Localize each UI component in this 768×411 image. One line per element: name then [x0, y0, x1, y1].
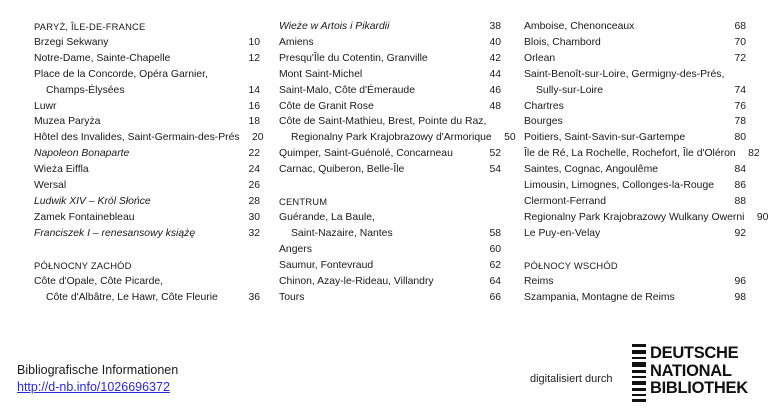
toc-entry-title: Bourges	[524, 116, 563, 128]
toc-entry-title: PÓŁNOCY WSCHÓD	[524, 259, 618, 271]
toc-entry	[524, 83, 746, 99]
toc-entry	[524, 19, 746, 35]
toc-entry-title: Saint-Nazaire, Nantes	[291, 227, 393, 239]
toc-entry-page: 38	[489, 21, 501, 32]
section-gap	[279, 178, 501, 194]
toc-entry-title: Orlean	[524, 52, 556, 64]
toc-entry-page: 68	[734, 21, 746, 32]
toc-entry-title: Amboise, Chenonceaux	[524, 21, 635, 32]
toc-entry-page: 78	[734, 116, 746, 128]
toc-entry-title: Place de la Concorde, Opéra Garnier,	[34, 68, 208, 80]
toc-entry	[524, 226, 746, 242]
toc-entry-page: 22	[248, 148, 260, 160]
toc-entry	[279, 51, 501, 67]
toc-entry-title: CENTRUM	[279, 196, 328, 208]
toc-entry	[279, 242, 501, 258]
toc-entry-title: Regionalny Park Krajobrazowy Wulkany Owerni	[524, 211, 745, 223]
toc-entry-page: 28	[248, 195, 260, 207]
toc-entry-page: 96	[734, 275, 746, 287]
toc-entry-title: Zamek Fontainebleau	[34, 211, 135, 223]
toc-entry-title: Blois, Chambord	[524, 36, 601, 48]
toc-entry-page: 70	[734, 36, 746, 48]
toc-entry-page: 74	[734, 84, 746, 96]
toc-entry-title: Quimper, Saint-Guénolé, Concarneau	[279, 148, 453, 160]
toc-entry-page: 88	[734, 195, 746, 207]
toc-entry	[34, 226, 260, 242]
toc-entry-title: PÓŁNOCNY ZACHÓD	[34, 259, 132, 271]
toc-entry-page: 46	[489, 84, 501, 96]
toc-entry-title: Franciszek I – renesansowy książę	[34, 227, 196, 239]
toc-entry-page: 64	[489, 275, 501, 287]
toc-entry-page: 86	[734, 180, 746, 192]
toc-entry-page: 80	[734, 132, 746, 144]
toc-entry-title: Muzea Paryża	[34, 116, 101, 128]
toc-entry	[279, 226, 501, 242]
toc-entry	[524, 130, 746, 146]
toc-entry-page: 62	[489, 259, 501, 271]
toc-entry-page: 76	[734, 100, 746, 112]
toc-entry-page: 66	[489, 291, 501, 303]
toc-entry-page: 82	[748, 148, 760, 160]
toc-entry-title: Regionalny Park Krajobrazowy d'Armorique	[291, 132, 492, 144]
biblio-label: Bibliografische Informationen	[17, 363, 179, 377]
section-gap	[524, 242, 746, 258]
toc-entry-title: Angers	[279, 243, 312, 255]
toc-entry	[279, 162, 501, 178]
bibliographic-info	[17, 362, 178, 396]
toc-entry	[34, 178, 260, 194]
toc-entry-title: Saint-Benoît-sur-Loire, Germigny-des-Prés,	[524, 68, 725, 80]
toc-entry-page: 44	[489, 68, 501, 80]
toc-entry-page: 24	[248, 164, 260, 176]
dnb-logo-bars-icon	[632, 344, 646, 402]
toc-entry-title: Champs-Élysées	[46, 84, 125, 96]
toc-entry-title: Szampania, Montagne de Reims	[524, 291, 675, 303]
toc-entry-title: Napoleon Bonaparte	[34, 148, 130, 160]
toc-entry	[34, 210, 260, 226]
toc-entry	[524, 274, 746, 290]
dnb-logo	[632, 344, 754, 402]
toc-entry-page: 14	[248, 84, 260, 96]
section-gap	[34, 242, 260, 258]
toc-entry-title: Le Puy-en-Velay	[524, 227, 601, 239]
toc-entry	[34, 290, 260, 306]
toc-entry	[279, 99, 501, 115]
toc-entry-page: 36	[248, 291, 260, 303]
toc-entry	[524, 35, 746, 51]
toc-entry	[279, 83, 501, 99]
toc-entry-title: Wersal	[34, 180, 67, 192]
toc-entry-title: Île de Ré, La Rochelle, Rochefort, Île d'Oléron	[524, 148, 736, 160]
toc-entry	[34, 114, 260, 130]
toc-entry-title: Saint-Malo, Côte d'Émeraude	[279, 84, 415, 96]
toc-entry	[34, 51, 260, 67]
toc-entry	[279, 114, 501, 130]
toc-entry-page: 20	[252, 132, 264, 144]
toc-entry-title: Presqu'Île du Cotentin, Granville	[279, 52, 428, 64]
toc-entry-title: Wieża Eiffla	[34, 164, 89, 176]
toc-entry-title: Côte d'Opale, Côte Picarde,	[34, 275, 164, 287]
toc-entry-title: Côte de Saint-Mathieu, Brest, Pointe du Raz,	[279, 116, 487, 128]
toc-entry-page: 60	[489, 243, 501, 255]
toc-entry-title: Tours	[279, 291, 305, 303]
toc-entry-title: Wieże w Artois i Pikardii	[279, 21, 390, 32]
toc-entry-page: 30	[248, 211, 260, 223]
toc-entry-title: Brzegi Sekwany	[34, 36, 109, 48]
toc-section-heading	[524, 258, 746, 274]
toc-entry-page: 48	[489, 100, 501, 112]
toc-entry-page: 16	[248, 100, 260, 112]
toc-column-1	[34, 19, 264, 305]
toc-entry	[279, 274, 501, 290]
toc-entry-title: Poitiers, Saint-Savin-sur-Gartempe	[524, 132, 686, 144]
toc-section-heading	[279, 194, 501, 210]
toc-entry	[524, 178, 746, 194]
toc-entry	[34, 130, 264, 146]
toc-entry	[34, 99, 260, 115]
toc-entry	[279, 130, 516, 146]
toc-entry	[279, 146, 501, 162]
toc-entry-title: Clermont-Ferrand	[524, 195, 606, 207]
toc-entry	[34, 274, 260, 290]
biblio-link[interactable]: http://d-nb.info/1026696372	[17, 380, 170, 394]
toc-entry	[524, 194, 746, 210]
toc-entry-title: Notre-Dame, Sainte-Chapelle	[34, 52, 171, 64]
toc-column-3	[524, 19, 768, 305]
toc-entry	[279, 19, 501, 35]
toc-column-2	[279, 19, 516, 305]
digitized-by-label: digitalisiert durch	[530, 373, 613, 385]
toc-entry-page: 54	[489, 164, 501, 176]
toc-entry-title: Côte de Granit Rose	[279, 100, 374, 112]
toc-entry-page: 18	[248, 116, 260, 128]
toc-entry	[34, 146, 260, 162]
toc-entry-page: 12	[248, 52, 260, 64]
toc-entry-page: 58	[489, 227, 501, 239]
toc-entry	[34, 35, 260, 51]
toc-entry-page: 10	[248, 36, 260, 48]
toc-entry-title: Chartres	[524, 100, 564, 112]
toc-entry	[279, 67, 501, 83]
toc-entry-title: Côte d'Albâtre, Le Hawr, Côte Fleurie	[46, 291, 218, 303]
toc-entry	[279, 35, 501, 51]
toc-entry-page: 90	[756, 211, 768, 223]
toc-entry-page: 84	[734, 164, 746, 176]
toc-entry	[34, 194, 260, 210]
toc-entry-title: Hôtel des Invalides, Saint-Germain-des-Prés	[34, 132, 240, 144]
toc-entry	[524, 146, 760, 162]
toc-entry-title: Guérande, La Baule,	[279, 211, 375, 223]
toc-entry-title: Amiens	[279, 36, 314, 48]
toc-entry-title: PARYŻ, ÎLE-DE-FRANCE	[34, 21, 146, 32]
toc-entry	[524, 67, 746, 83]
toc-entry-page: 92	[734, 227, 746, 239]
toc-entry	[34, 67, 260, 83]
toc-entry	[524, 290, 746, 306]
toc-section-heading	[34, 19, 260, 35]
toc-entry-title: Chinon, Azay-le-Rideau, Villandry	[279, 275, 434, 287]
toc-entry-title: Ludwik XIV – Król Słońce	[34, 195, 151, 207]
toc-entry-title: Mont Saint-Michel	[279, 68, 363, 80]
toc-entry-page: 98	[734, 291, 746, 303]
toc-entry	[279, 210, 501, 226]
toc-entry	[524, 210, 768, 226]
toc-entry-page: 26	[248, 180, 260, 192]
dnb-logo-text: DEUTSCHE NATIONAL BIBLIOTHEK	[650, 344, 748, 397]
toc-section-heading	[34, 258, 260, 274]
toc-entry-title: Luwr	[34, 100, 57, 112]
toc-entry	[34, 162, 260, 178]
toc-entry-page: 72	[734, 52, 746, 64]
toc-entry	[524, 99, 746, 115]
toc-entry-page: 32	[248, 227, 260, 239]
toc-entry	[524, 51, 746, 67]
toc-entry-title: Limousin, Limognes, Collonges-la-Rouge	[524, 180, 715, 192]
toc-entry-title: Saintes, Cognac, Angoulême	[524, 164, 659, 176]
toc-entry-page: 40	[489, 36, 501, 48]
toc-entry	[279, 258, 501, 274]
toc-entry-page: 52	[489, 148, 501, 160]
toc-entry	[34, 83, 260, 99]
toc-entry	[279, 290, 501, 306]
toc-entry-page: 42	[489, 52, 501, 64]
toc-entry-title: Reims	[524, 275, 554, 287]
toc-entry	[524, 162, 746, 178]
toc-entry-title: Saumur, Fontevraud	[279, 259, 374, 271]
toc-entry-page: 50	[504, 132, 516, 144]
toc-entry-title: Sully-sur-Loire	[536, 84, 603, 96]
toc-entry-title: Carnac, Quiberon, Belle-Île	[279, 164, 405, 176]
toc-entry	[524, 114, 746, 130]
